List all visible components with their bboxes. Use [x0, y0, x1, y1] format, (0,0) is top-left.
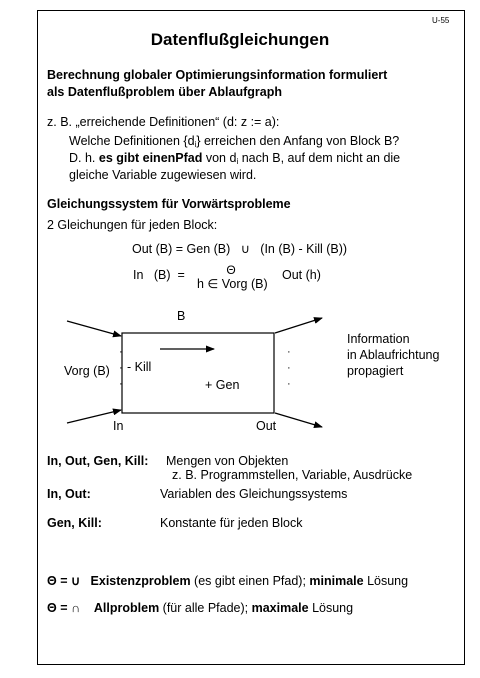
- page-number: U-55: [432, 16, 450, 25]
- definition-term: In, Out, Gen, Kill:: [47, 454, 149, 468]
- dot-right-3: ·: [287, 378, 291, 390]
- in-label: In: [113, 419, 124, 433]
- section-heading: Gleichungssystem für Vorwärtsprobleme: [47, 197, 291, 211]
- example-question-line2: D. h. es gibt einenPfad von $d_i$ nach B, auf dem nicht an die: [69, 151, 401, 166]
- in-arrow-top: [67, 321, 121, 336]
- info-line1: Information: [347, 332, 410, 346]
- example-intro: z. B. „erreichende Definitionen“ (d: z := a):: [47, 115, 280, 129]
- info-line2: in Ablaufrichtung: [347, 348, 440, 362]
- dot-left-1: ·: [119, 346, 123, 358]
- equation-out: Out (B) = Gen (B) ∪ (In (B) - Kill (B)): [132, 242, 348, 256]
- definition-term: Gen, Kill:: [47, 516, 102, 530]
- definition-term: In, Out:: [47, 487, 91, 501]
- page-title: Datenflußgleichungen: [150, 30, 330, 49]
- equation-in-left: In (B) =: [133, 268, 185, 282]
- definition-text: z. B. Programmstellen, Variable, Ausdrücke: [172, 468, 413, 482]
- kill-label: - Kill: [127, 360, 152, 374]
- equations-intro: 2 Gleichungen für jeden Block:: [47, 218, 218, 232]
- dot-right-1: ·: [287, 346, 291, 358]
- equation-in-right: Out (h): [282, 268, 321, 282]
- info-line3: propagiert: [347, 364, 404, 378]
- definition-text: Variablen des Gleichungssystems: [160, 487, 348, 501]
- dot-right-2: ·: [287, 362, 291, 374]
- definition-text: Konstante für jeden Block: [160, 516, 303, 530]
- definition-text: Mengen von Objekten: [166, 454, 289, 468]
- vorg-label: Vorg (B): [64, 364, 110, 378]
- block-label: B: [177, 309, 186, 323]
- out-arrow-top: [275, 318, 322, 333]
- heading-line1: Berechnung globaler Optimierungsinformation formuliert: [47, 68, 388, 82]
- heading-line2: als Datenflußproblem über Ablaufgraph: [47, 85, 282, 99]
- example-question-line1: Welche Definitionen $\{d_i\}$ erreichen den Anfang von Block B?: [69, 134, 400, 149]
- dot-left-2: ·: [119, 362, 123, 374]
- problem-all: Θ = ∩ Allproblem (für alle Pfade); maximale Lösung: [47, 601, 354, 615]
- theta-operator: Θ: [226, 263, 236, 277]
- example-question-line3: gleiche Variable zugewiesen wird.: [69, 168, 257, 182]
- dot-left-3: ·: [119, 378, 123, 390]
- equation-in-under: h ∈ Vorg (B): [197, 277, 268, 291]
- gen-label: + Gen: [205, 378, 240, 392]
- out-arrow-bottom: [275, 413, 322, 427]
- problem-existence: Θ = ∪ Existenzproblem (es gibt einen Pfad); minimale Lösung: [47, 574, 409, 588]
- out-label: Out: [256, 419, 277, 433]
